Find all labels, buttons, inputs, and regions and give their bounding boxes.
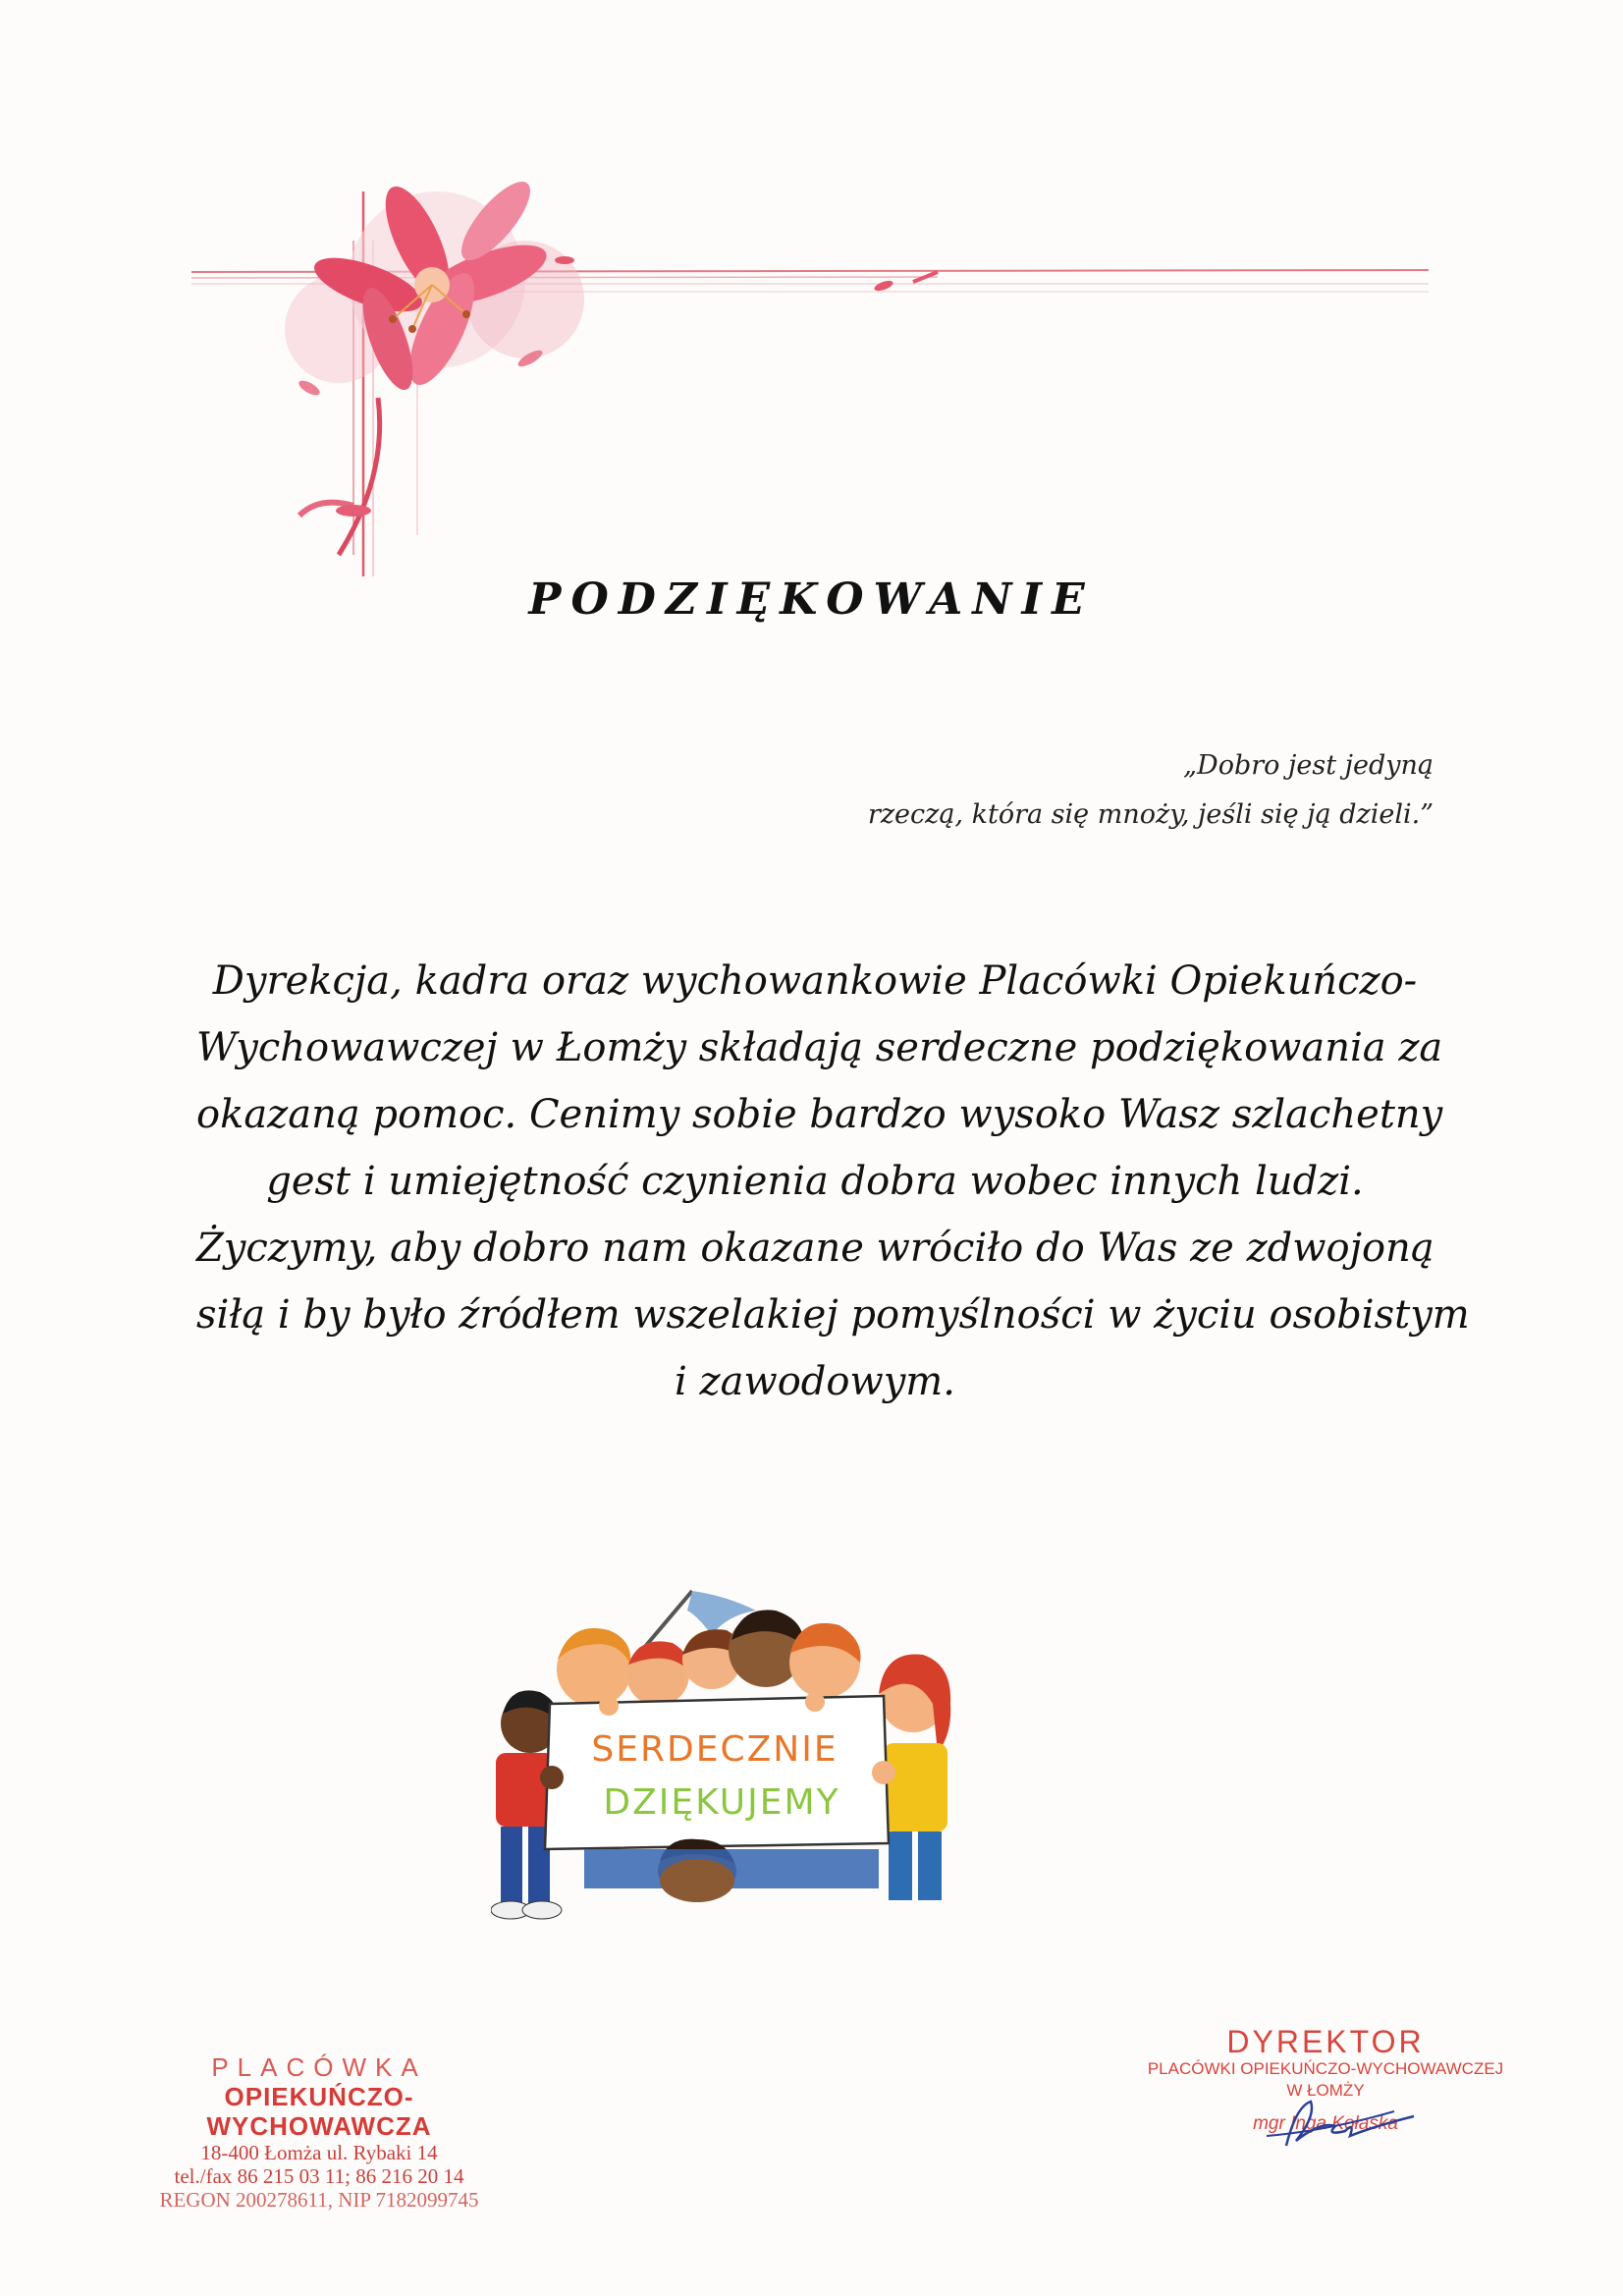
stamp-line: PLACÓWKI OPIEKUŃCZO-WYCHOWAWCZEJ [1147, 2059, 1504, 2078]
kids-banner-illustration [491, 1586, 952, 1930]
stamp-line: PLACÓWKA [211, 2052, 427, 2082]
stamp-title: DYREKTOR [1226, 2024, 1425, 2059]
letter-body [196, 948, 1470, 1415]
stamp-name: mgr Inga Kołaska [1253, 2113, 1398, 2134]
body-line: Wychowawczej w Łomży składają serdeczne podziękowania za [196, 1025, 1443, 1070]
stamp-ids: REGON 200278611, NIP 7182099745 [159, 2188, 479, 2212]
stamp-line: OPIEKUŃCZO-WYCHOWAWCZA [206, 2082, 432, 2141]
banner-line-1: SERDECZNIE [591, 1729, 839, 1770]
banner-line-2: DZIĘKUJEMY [603, 1782, 840, 1823]
body-line: Dyrekcja, kadra oraz wychowankowie Placówki Opiekuńczo- [212, 958, 1418, 1004]
institution-stamp [128, 2052, 511, 2212]
body-line: i zawodowym. [675, 1359, 955, 1404]
handwritten-signature [1227, 2087, 1424, 2156]
floral-decoration [191, 182, 1438, 584]
body-line: okazaną pomoc. Cenimy sobie bardzo wysoko Wasz szlachetny [196, 1092, 1443, 1137]
stamp-phone: tel./fax 86 215 03 11; 86 216 20 14 [174, 2164, 464, 2188]
page-title: PODZIĘKOWANIE [528, 574, 1095, 625]
lily-flower [285, 182, 938, 555]
body-line: siłą i by było źródłem wszelakiej pomyślności w życiu osobistym [196, 1292, 1470, 1338]
motto-quote [746, 741, 1434, 840]
stamp-address: 18-400 Łomża ul. Rybaki 14 [200, 2141, 438, 2164]
quote-line: „Dobro jest jedyną [1183, 750, 1434, 781]
stamp-line: W ŁOMŻY [1286, 2081, 1365, 2100]
body-line: gest i umiejętność czynienia dobra wobec innych ludzi. [266, 1159, 1364, 1204]
body-line: Życzymy, aby dobro nam okazane wróciło do Was ze zdwojoną [196, 1226, 1434, 1271]
quote-line: rzeczą, która się mnoży, jeśli się ją dzieli.” [867, 799, 1434, 830]
